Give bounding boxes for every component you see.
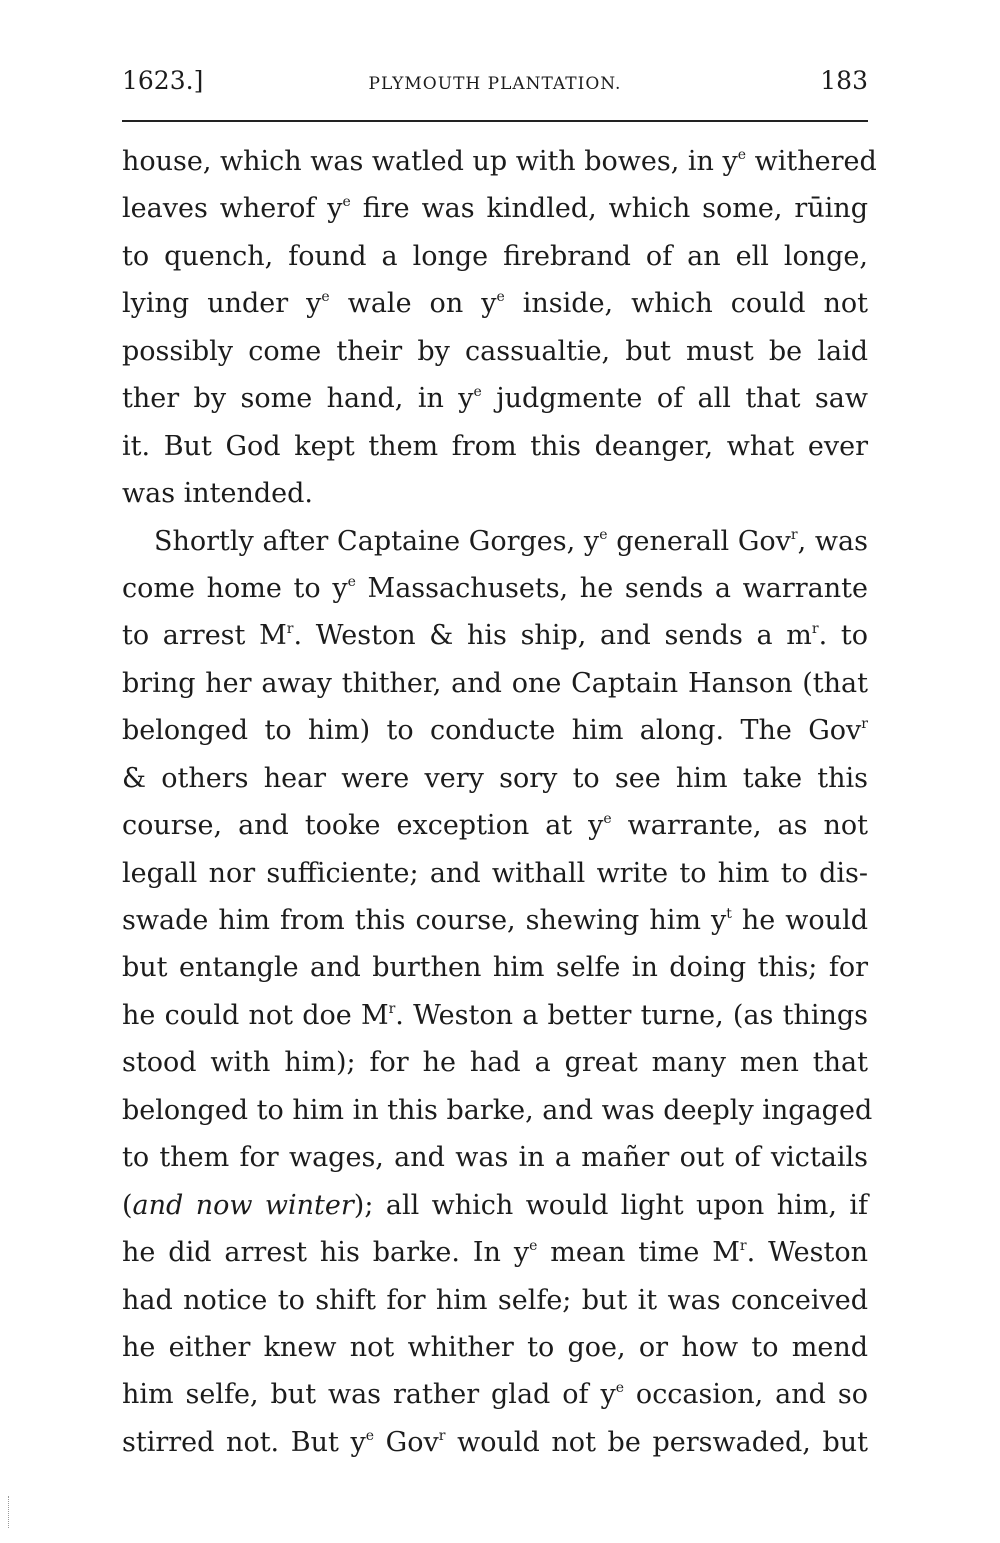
text-line: to quench, found a longe firebrand of an ell longe,	[122, 240, 868, 272]
text-line: house, which was watled up with bowes, in $y^e$ withered	[122, 146, 877, 177]
text-line: to them for wages, and was in a mañer out of victails	[122, 1142, 868, 1174]
text-line: belonged to him in this barke, and was deeply ingaged	[122, 1094, 873, 1126]
text-line: stirred not. But $y^e$ Gov$^r$ would not be perswaded, but	[122, 1426, 868, 1458]
text-line: him selfe, but was rather glad of $y^e$ occasion, and so	[122, 1379, 868, 1411]
text-line: it. But God kept them from this deanger, what ever	[122, 430, 868, 462]
text-line: come home to $y^e$ Massachusets, he sends a warrante	[122, 572, 868, 604]
paragraph-end-line: was intended.	[122, 478, 314, 510]
text-line: to arrest $M^r$. Weston & his ship, and sends a $m^r$. to	[122, 620, 868, 652]
text-line: & others hear were very sory to see him take this	[122, 762, 868, 794]
text-line: (and now winter); all which would light upon him, if	[122, 1189, 868, 1221]
text-line: had notice to shift for him selfe; but it was conceived	[122, 1284, 868, 1316]
header-title: PLYMOUTH PLANTATION.	[368, 74, 622, 94]
text-line: lying under $y^e$ wale on $y^e$ inside, which could not	[122, 288, 868, 320]
text-line: he could not doe $M^r$. Weston a better turne, (as things	[122, 999, 869, 1031]
running-header	[122, 66, 868, 106]
text-line: leaves wherof $y^e$ fire was kindled, which some, rūing	[122, 193, 868, 225]
body-text	[122, 138, 877, 1466]
text-line: but entangle and burthen him selfe in doing this; for	[122, 952, 868, 984]
text-line: stood with him); for he had a great many men that	[122, 1047, 868, 1079]
page-number: 183	[820, 66, 868, 95]
text-line: ther by some hand, in $y^e$ judgmente of all that saw	[122, 383, 869, 415]
paragraph-start-line: Shortly after Captaine Gorges, $y^e$ generall Gov$^r$, was	[154, 525, 868, 557]
text-line: course, and tooke exception at $y^e$ warrante, as not	[122, 810, 868, 842]
text-line: he did arrest his barke. In $y^e$ mean time $M^r$. Weston	[122, 1237, 869, 1269]
scan-margin-mark	[8, 1496, 11, 1528]
text-line: swade him from this course, shewing him $y^t$ he would	[122, 905, 868, 936]
text-line: bring her away thither, and one Captain Hanson (that	[122, 667, 868, 699]
text-line: legall nor sufficiente; and withall write to him to dis-	[122, 857, 868, 889]
text-line: he either knew not whither to goe, or how to mend	[122, 1331, 868, 1363]
text-line: possibly come their by cassualtie, but must be laid	[122, 335, 868, 367]
header-rule	[122, 120, 868, 122]
header-year: 1623.]	[122, 66, 204, 95]
text-line: belonged to him) to conducte him along. The Gov$^r$	[122, 715, 868, 747]
